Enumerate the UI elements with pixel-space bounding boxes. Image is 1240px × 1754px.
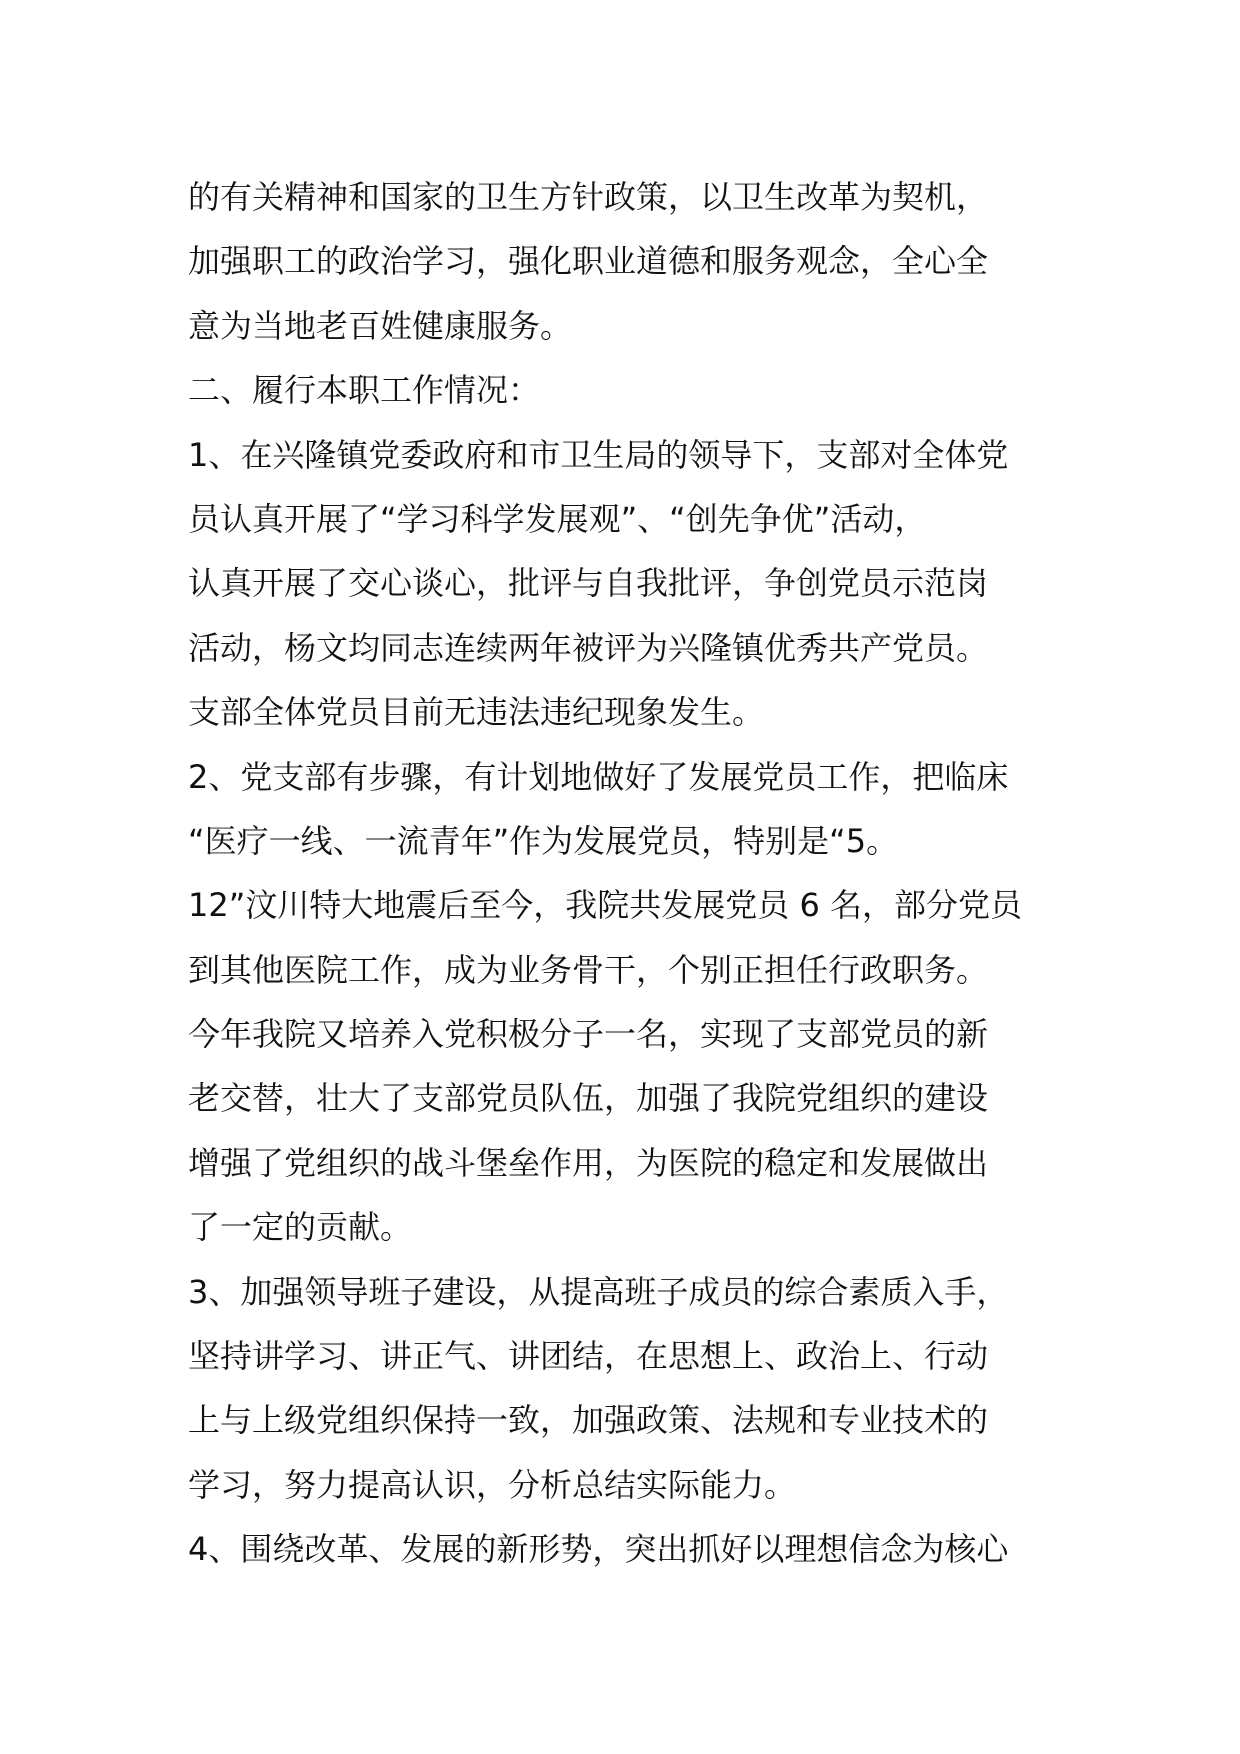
text-line: “医疗一线、一流青年”作为发展党员，特别是“5。	[188, 821, 899, 860]
text-line: 3、加强领导班子建设，从提高班子成员的综合素质入手，	[188, 1272, 1009, 1311]
text-line: 的有关精神和国家的卫生方针政策，以卫生改革为契机，	[188, 178, 989, 216]
text-line: 活动，杨文均同志连续两年被评为兴隆镇优秀共产党员。	[188, 628, 989, 667]
body-text	[188, 165, 1068, 1582]
text-line: 学习，努力提高认识，分析总结实际能力。	[188, 1465, 797, 1504]
text-line: 1、在兴隆镇党委政府和市卫生局的领导下，支部对全体党	[188, 435, 1009, 474]
text-line: 坚持讲学习、讲正气、讲团结，在思想上、政治上、行动	[188, 1337, 989, 1376]
text-line: 加强职工的政治学习，强化职业道德和服务观念，全心全	[188, 242, 989, 281]
text-line: 认真开展了交心谈心，批评与自我批评，争创党员示范岗	[188, 564, 989, 603]
text-line: 员认真开展了“学习科学发展观”、“创先争优”活动，	[188, 499, 927, 538]
text-line: 4、围绕改革、发展的新形势，突出抓好以理想信念为核心	[188, 1530, 1009, 1569]
text-line: 12”汶川特大地震后至今，我院共发展党员 6 名，部分党员	[188, 886, 1023, 925]
text-line: 今年我院又培养入党积极分子一名，实现了支部党员的新	[188, 1015, 989, 1054]
text-line: 增强了党组织的战斗堡垒作用，为医院的稳定和发展做出	[188, 1143, 989, 1182]
text-line: 支部全体党员目前无违法违纪现象发生。	[188, 693, 765, 732]
text-line: 意为当地老百姓健康服务。	[188, 306, 573, 345]
text-line: 了一定的贡献。	[188, 1208, 413, 1247]
text-line: 上与上级党组织保持一致，加强政策、法规和专业技术的	[188, 1401, 989, 1440]
text-line: 到其他医院工作，成为业务骨干，个别正担任行政职务。	[188, 950, 989, 989]
section-heading: 二、履行本职工作情况：	[188, 371, 541, 410]
text-line: 老交替，壮大了支部党员队伍，加强了我院党组织的建设	[188, 1079, 989, 1118]
text-line: 2、党支部有步骤，有计划地做好了发展党员工作，把临床	[188, 757, 1009, 796]
